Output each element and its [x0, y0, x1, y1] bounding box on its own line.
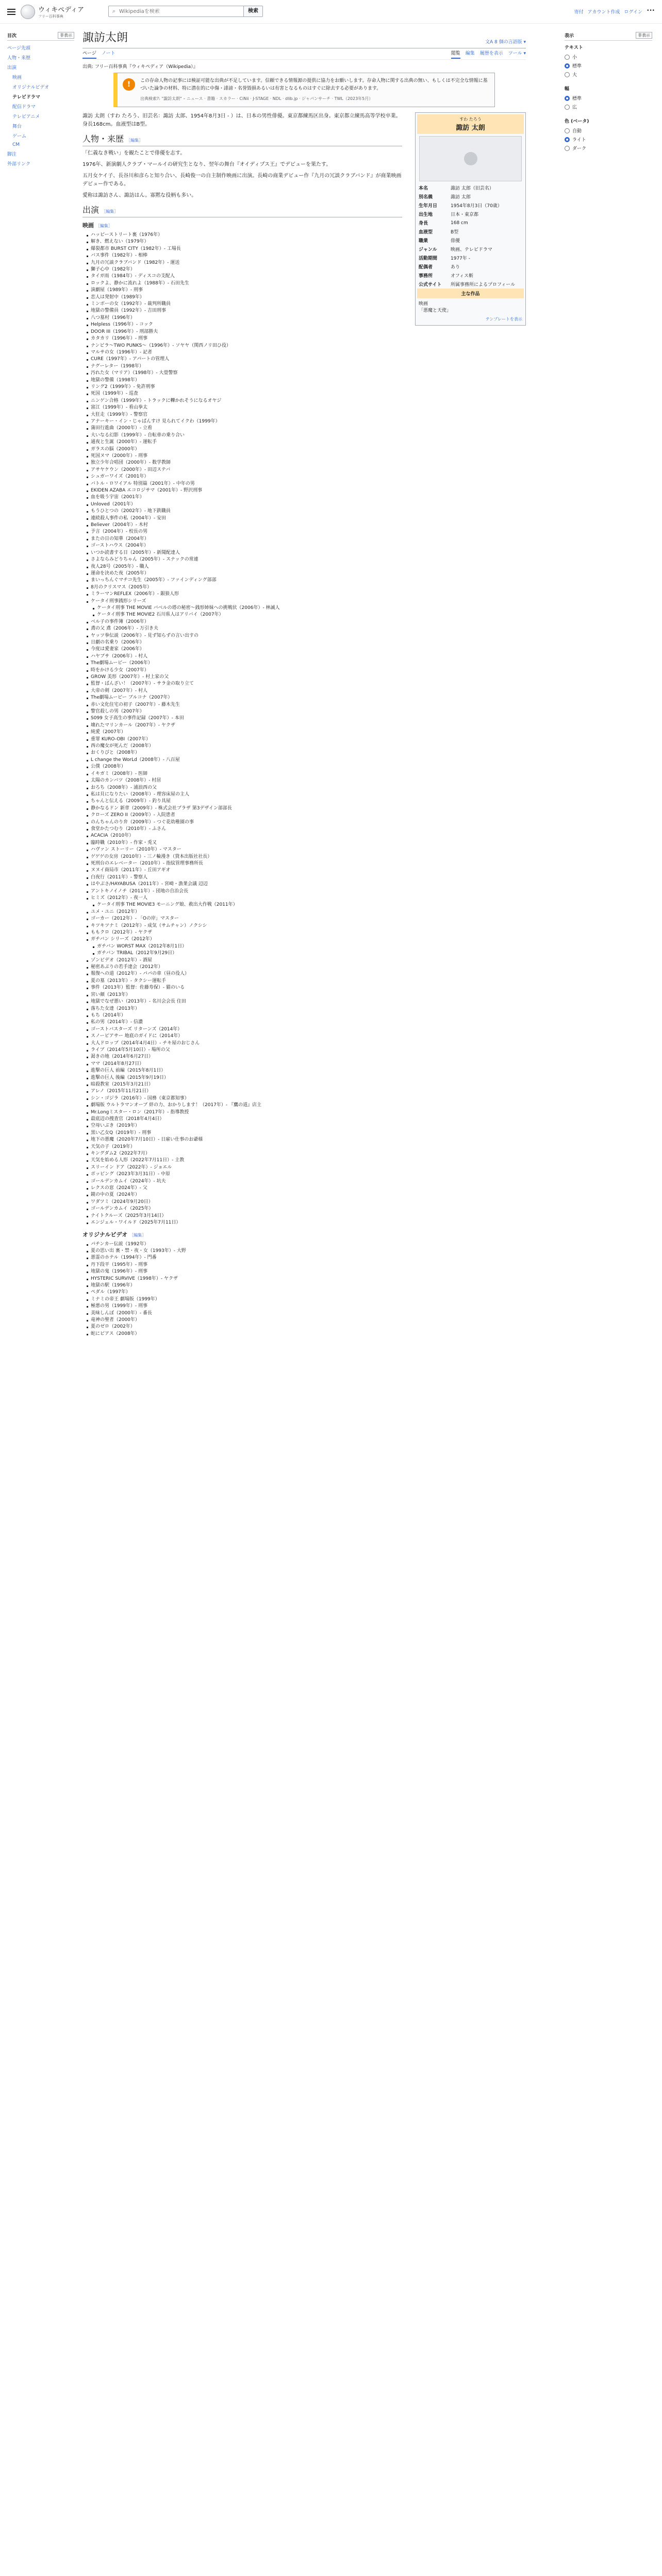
list-item[interactable]: ポッピング（2023年3月31日）- 中原	[86, 1171, 402, 1178]
list-item[interactable]: スリーイン ドア（2022年）- ジョエル	[86, 1164, 402, 1171]
toc-item[interactable]: テレビドラマ	[12, 95, 40, 100]
list-item[interactable]: 死刑台のエレベーター（2010年）- 指紋管理事務所長	[86, 860, 402, 867]
infobox-row	[417, 210, 524, 218]
toc-list	[7, 43, 74, 168]
list-item[interactable]: ベル子の事件簿（2006年）	[86, 619, 402, 625]
search-box	[108, 6, 263, 17]
list-item[interactable]: 地獄の警備（1998年）	[86, 377, 402, 384]
list-item[interactable]: ケータイ刑事銭形シリーズ	[86, 598, 402, 605]
list-item[interactable]: カタカリ（1996年）- 刑事	[86, 335, 402, 342]
list-item[interactable]: 事件（2013年）監督：佐藤寿保）- 猫のいる	[86, 985, 402, 991]
infobox-value: 諏訪 太郎	[451, 195, 471, 200]
list-item[interactable]: もうひとつの（2002年）- 地下鉄職員	[86, 508, 402, 515]
list-item[interactable]: キツキツナミ（2012年）- 成気（サムチャン）ノクシシ	[86, 923, 402, 929]
infobox-value: オフィス斬	[451, 274, 474, 279]
infobox-works: 映画 「悪魔と天使」	[419, 301, 452, 313]
page-tabs	[82, 48, 526, 60]
infobox-value: 俳優	[451, 239, 460, 244]
list-item[interactable]: リング2（1999年）- 免許刑事	[86, 384, 402, 391]
list-item[interactable]: 富江（1999年）- 看山拳太	[86, 404, 402, 411]
film-list	[86, 232, 402, 1227]
toc-item[interactable]: CM	[12, 142, 20, 147]
infobox-row	[417, 192, 524, 201]
infobox-key: 本名	[419, 186, 428, 191]
list-item[interactable]: ゴーカー（2012年）- 「Oの岸」マスター	[86, 916, 402, 922]
list-item[interactable]: 九月の冗談クラブバンド（1982年）- 運送	[86, 260, 402, 266]
subsection-film-heading: 映画 ［編集］	[82, 222, 112, 229]
list-item[interactable]: 静かなるドン 新章（2009年）- 株式会社プラザ 第3デザイン部部長	[86, 805, 402, 812]
list-item[interactable]: The劇場ムービー（2006年）	[86, 660, 402, 667]
toc-item[interactable]: 外部リンク	[7, 162, 30, 167]
site-logo[interactable]	[21, 4, 84, 19]
list-item[interactable]: 鏡の中の夏（2024年）	[86, 1192, 402, 1198]
list-item[interactable]: ケータイ刑事 THE MOVIE3 モーニング娘、救出大作戦（2011年）	[86, 902, 402, 908]
list-item[interactable]: 大帝の剣（2007年）- 村人	[86, 688, 402, 694]
toc-hide-button[interactable]: 非表示	[58, 32, 74, 39]
infobox-key: 出生地	[419, 212, 433, 217]
list-item[interactable]: レクスの窓（2024年）- 父	[86, 1185, 402, 1192]
login-link[interactable]: ログイン	[624, 10, 643, 15]
list-item[interactable]: 警官殺しの男（2007年）	[86, 708, 402, 715]
list-item[interactable]: S099 女子高生の事件記録（2007年）- 本田	[86, 715, 402, 722]
list-item[interactable]: 連続殺人事件の私（2004年）- 安田	[86, 515, 402, 522]
main-content	[82, 26, 526, 1337]
list-item[interactable]: おくりびと（2008年）	[86, 750, 402, 756]
toc-item[interactable]: 映画	[12, 75, 22, 80]
infobox-table	[417, 183, 524, 289]
page-title-row	[82, 26, 526, 48]
infobox	[415, 112, 526, 326]
video-list	[86, 1241, 402, 1338]
list-item[interactable]: 極悪の男（1999年）- 刑事	[86, 1303, 402, 1310]
list-item[interactable]: Unloved（2001年）	[86, 501, 402, 508]
list-item[interactable]: 大狂走（1999年）- 警察官	[86, 412, 402, 418]
width-group: 幅 標準 広	[565, 85, 652, 111]
list-item[interactable]: L change the WorLd（2008年）- 八百屋	[86, 757, 402, 764]
list-item[interactable]: ママ（2014年8月27日）	[86, 1061, 402, 1067]
list-item[interactable]: 渇きの地（2014年6月27日）	[86, 1054, 402, 1060]
list-item[interactable]: またの日の知華（2004年）	[86, 536, 402, 543]
list-item[interactable]: 丹下段平（1995年）- 刑事	[86, 1262, 402, 1268]
tab-page[interactable]: ページ	[82, 49, 96, 59]
infobox-row	[417, 236, 524, 245]
infobox-value: 所属事務所によるプロフィール	[451, 282, 516, 287]
list-item[interactable]: ゴールデンカムイ（2024年）- 坑夫	[86, 1178, 402, 1185]
color-dark[interactable]: ダーク	[565, 144, 652, 152]
infobox-value: 168 cm	[451, 220, 468, 226]
list-item[interactable]: 赤い文化住宅の初子（2007年）- 藤木先生	[86, 702, 402, 708]
infobox-header	[417, 114, 524, 134]
list-item[interactable]: 通夜と生誕（2000年）- 運転手	[86, 439, 402, 446]
text-size-large[interactable]: 大	[565, 70, 652, 79]
infobox-works-heading: 主な作品	[417, 289, 524, 298]
intro-paragraph: 諏訪 太朗（すわ たろう、旧芸名：諏訪 太郎、1954年8月3日 - ）は、日本の男性俳優。東京都練馬区出身。東京都立練馬高等学校卒業。身長168cm。血液型はB型。	[82, 113, 401, 127]
appearance-panel	[565, 32, 652, 159]
list-item[interactable]: エンジェル・ワイルド（2025年7月11日）	[86, 1219, 402, 1226]
list-item[interactable]: 純愛（2007年）	[86, 729, 402, 736]
list-item[interactable]: 夏の墓（2013年）- タクシー運転手	[86, 978, 402, 985]
list-item[interactable]: 監督・ばんざい！（2007年）- サラ金の取り立て	[86, 681, 402, 687]
list-item[interactable]: 蛇にピアス（2008年）	[86, 1331, 402, 1337]
list-item[interactable]: 進撃の巨人 前編（2015年8月1日）	[86, 1067, 402, 1074]
search-icon: ⌕	[112, 8, 116, 14]
toc-item[interactable]: 脚注	[7, 152, 17, 157]
list-item[interactable]: 臨時職（2010年）- 作家・兎又	[86, 840, 402, 846]
infobox-key: 配偶者	[419, 265, 433, 270]
list-item[interactable]: ライブ（2014年5月10日）- 場所の父	[86, 1047, 402, 1054]
list-item[interactable]: 地獄でなぜ悪い（2013年）- 名川会会長 住田	[86, 998, 402, 1005]
infobox-value: 映画、テレビドラマ	[451, 247, 492, 252]
color-group: 色 (ベータ) 自動 ライト ダーク	[565, 117, 652, 152]
subsection-video-heading: オリジナルビデオ ［編集］	[82, 1231, 146, 1238]
list-item[interactable]: EKIDEN AZABA エコロジサマ（2001年）- 野沢刑事	[86, 487, 402, 494]
list-item[interactable]: 悪霊のホテル（1994年）- 門番	[86, 1255, 402, 1261]
create-account-link[interactable]: アカウント作成	[587, 10, 620, 15]
list-item[interactable]: 地獄の警備員（1992年）- 吉田刑事	[86, 308, 402, 314]
list-item[interactable]: 日劇の名乗り（2006年）	[86, 639, 402, 646]
list-item[interactable]: 大いなる幻影（1999年）- 自転車の乗り合い	[86, 432, 402, 439]
list-item[interactable]: Mr.Longミスター・ロン（2017年）- 指導教授	[86, 1109, 402, 1116]
infobox-key: 別名義	[419, 195, 433, 200]
list-item[interactable]: ケータイ刑事 THE MOVIE バベルの塔の秘密〜銭形姉妹への挑戦状（2006年）- 林誠人	[86, 605, 402, 612]
toc-sidebar	[7, 32, 74, 168]
language-button[interactable]: 文A 8 個の言語版 ▾	[485, 40, 526, 45]
list-item[interactable]: ゴーストハウス（2004年）	[86, 543, 402, 549]
main-menu-icon[interactable]	[7, 7, 15, 14]
list-item[interactable]: ゲゲゲの女房（2010年）- 三ノ輪漫き（貸本出版社社長）	[86, 854, 402, 860]
list-item[interactable]: 劇場版 ウルトラマンオーブ 絆の力、おかりします！（2017年）- 『鷹の道』店主	[86, 1102, 402, 1109]
infobox-row	[417, 201, 524, 210]
list-item[interactable]: 秘密あぶりの若手達会（2012年）	[86, 964, 402, 971]
appearance-heading: 表示 非表示	[565, 32, 652, 41]
infobox-key: 事務所	[419, 274, 433, 279]
source-line: 出典: フリー百科事典『ウィキペディア（Wikipedia）』	[82, 64, 198, 70]
list-item[interactable]: パチンカー伝説（1992年）	[86, 1241, 402, 1248]
list-item[interactable]: 西の魔女が死んだ（2008年）	[86, 743, 402, 750]
list-item[interactable]: アレノ（2015年11月21日）	[86, 1088, 402, 1095]
list-item[interactable]: 地獄の鬼（1996年）- 刑事	[86, 1268, 402, 1275]
list-item[interactable]: HYSTERIC SURVIVE（1998年）- ヤクザ	[86, 1276, 402, 1282]
list-item[interactable]: CURE（1997年）- アパートの管理人	[86, 356, 402, 363]
list-item[interactable]: ももクロ（2012年）- ヤクザ	[86, 929, 402, 936]
list-item[interactable]: 時をかける少女（2007年）	[86, 667, 402, 674]
list-item[interactable]: ゴーストバスターズ リターンズ（2014年）	[86, 1026, 402, 1033]
list-item[interactable]: 太陽のカンバツ（2008年）- 村居	[86, 777, 402, 784]
toc-heading: 目次 非表示	[7, 32, 74, 41]
list-item[interactable]: 死国ヌマ（2000年）- 刑事	[86, 453, 402, 460]
list-item[interactable]: ゾンビデオ（2012年）- 酒屋	[86, 957, 402, 964]
list-item[interactable]: 最底辺の捜査官（2018年4月4日）	[86, 1116, 402, 1123]
list-item[interactable]: ワダツミ（2024年9月20日）	[86, 1199, 402, 1206]
list-item[interactable]: 黒い乙女Q（2019年）- 刑事	[86, 1130, 402, 1137]
infobox-key: 生年月日	[419, 204, 438, 209]
list-item[interactable]: ガラスの脳（2000年）	[86, 446, 402, 453]
color-light[interactable]: ライト	[565, 135, 652, 144]
search-button[interactable]: 検索	[243, 6, 262, 16]
site-tagline: フリー百科事典	[38, 14, 63, 19]
list-item[interactable]: 竜神の聖者（2000年）	[86, 1317, 402, 1324]
list-item[interactable]: 大人ドロップ（2014年4月4日）- チキ屋のおじさん	[86, 1040, 402, 1047]
toc-item[interactable]: 人物・来歴	[7, 56, 31, 61]
infobox-key: 公式サイト	[419, 282, 442, 287]
list-item[interactable]: 八つ墓村（1996年）	[86, 315, 402, 321]
list-item[interactable]: ケータイ刑事 THE MOVIE2 石川県人はアリバイ（2007年）	[86, 612, 402, 618]
bio-paragraph: 1976年、新演劇人クラブ・マールイの研究生となり、翌年の舞台『オイディプス王』でデビューを果たす。	[82, 162, 332, 167]
list-item[interactable]: ハヤブサ（2006年）- 村人	[86, 653, 402, 660]
list-item[interactable]: 白夜行（2011年）- 警察人	[86, 874, 402, 881]
width-wide[interactable]: 広	[565, 103, 652, 111]
list-item[interactable]: 進撃の巨人 後編（2015年9月19日）	[86, 1075, 402, 1081]
wikipedia-globe-icon	[21, 5, 35, 19]
list-item[interactable]: ガチバン TRIBAL（2012年9月29日）	[86, 950, 402, 957]
width-standard[interactable]: 標準	[565, 94, 652, 103]
list-item[interactable]: 地獄の駅（1996年）	[86, 1282, 402, 1289]
infobox-row	[417, 262, 524, 271]
list-item[interactable]: ミンボーの女（1992年）- 裁判所職員	[86, 301, 402, 308]
list-item[interactable]: 落ちた女達（2013年）	[86, 1006, 402, 1012]
list-item[interactable]: バス事件（1982年）- 相棒	[86, 252, 402, 259]
search-input[interactable]	[119, 9, 243, 14]
show-template-link[interactable]: テンプレートを表示	[485, 317, 522, 321]
list-item[interactable]: タイガ雨（1984年）- ディスコの支配人	[86, 273, 402, 280]
list-item[interactable]: 私の男（2014年）- 信濃	[86, 1019, 402, 1026]
list-item[interactable]: 獅子心中（1982年）	[86, 266, 402, 273]
section-works-heading: 出演 ［編集］	[82, 206, 402, 217]
list-item[interactable]: Helpless（1996年）- コック	[86, 321, 402, 328]
list-item[interactable]: ガチバン シリーズ（2012年）	[86, 936, 402, 943]
list-item[interactable]: マルサの女（1996年）- 記者	[86, 349, 402, 356]
list-item[interactable]: ACACIA（2010年）	[86, 833, 402, 839]
list-item[interactable]: 天気を始める人形（2022年7月11日）- 主教	[86, 1157, 402, 1164]
toc-item[interactable]: オリジナルビデオ	[12, 85, 49, 90]
edit-link[interactable]: ［編集］	[129, 1232, 146, 1238]
infobox-key: 血液型	[419, 230, 433, 235]
toc-item[interactable]: 配信ドラマ	[12, 105, 36, 110]
list-item[interactable]: のんちゃんのり弁（2009年）- つぐ花幼稚園の事	[86, 819, 402, 826]
section-bio-heading: 人物・来歴 ［編集］	[82, 135, 402, 146]
list-item[interactable]: ガチバン WORST MAX（2012年8月1日）	[86, 943, 402, 950]
list-item[interactable]: ヌヌイ商局市（2011年）- 丘田アギオ	[86, 867, 402, 874]
list-item[interactable]: 重罪 KURO-OBI（2007年）	[86, 736, 402, 743]
infobox-name: 諏訪 太朗	[456, 124, 485, 132]
list-item[interactable]: まいっちんぐマチコ先生（2005年）- ファインディング部部	[86, 577, 402, 584]
toc-item[interactable]: ゲーム	[12, 134, 27, 139]
list-item[interactable]: クローズ ZERO II（2009年）- 入院患者	[86, 812, 402, 819]
list-item[interactable]: ナイトクルーズ（2025年3月14日）	[86, 1213, 402, 1219]
edit-link[interactable]: ［編集］	[126, 138, 143, 143]
list-item[interactable]: ユメ・ユニ（2012年）	[86, 909, 402, 916]
infobox-row	[417, 245, 524, 253]
toc-item[interactable]: 舞台	[12, 124, 22, 129]
list-item[interactable]: さよならみどりちゃん（2005年）- スナックの常連	[86, 556, 402, 563]
list-item[interactable]: 空母いぶき（2019年）	[86, 1123, 402, 1129]
list-item[interactable]: 鳶の父 鳶（2006年）- 万引き夫	[86, 625, 402, 632]
donate-link[interactable]: 寄付	[574, 10, 584, 15]
infobox-key: 職業	[419, 239, 428, 244]
list-item[interactable]: 公僕（2008年）	[86, 764, 402, 770]
infobox-value: あり	[451, 265, 460, 270]
list-item[interactable]: アサヤケウン（2000年）- 田辺ステバ	[86, 467, 402, 473]
top-bar	[0, 0, 662, 24]
list-item[interactable]: 恋人は発射中（1989年）	[86, 294, 402, 301]
infobox-row	[417, 253, 524, 262]
warning-icon: !	[123, 78, 135, 91]
list-item[interactable]: ハッピーストリート裏（1976年）	[86, 232, 402, 239]
list-item[interactable]: 夜人28号（2005年）- 職人	[86, 564, 402, 570]
list-item[interactable]: いつか読書する日（2005年）- 新聞配達人	[86, 550, 402, 556]
list-item[interactable]: ミナミの帝王 劇場版（1999年）	[86, 1296, 402, 1303]
list-item[interactable]: 天気の子（2019年）	[86, 1144, 402, 1150]
list-item[interactable]: 壊れたマリンカール（2007年）- ヤクザ	[86, 722, 402, 729]
list-item[interactable]: もち（2014年）	[86, 1012, 402, 1019]
list-item[interactable]: 私は貝になりたい（2008年）- 理容床屋の主人	[86, 791, 402, 798]
user-tools	[574, 8, 655, 15]
site-name: ウィキペディア	[38, 6, 85, 14]
article-body	[82, 112, 526, 1337]
toc-item[interactable]: ページ先頭	[7, 46, 30, 51]
infobox-key: ジャンル	[419, 247, 437, 252]
list-item[interactable]: 今度は愛妻家（2006年）	[86, 646, 402, 653]
list-item[interactable]: ちゃんと伝える（2009年）- 釣り具屋	[86, 798, 402, 805]
tab-talk[interactable]: ノート	[101, 50, 115, 56]
infobox-key: 身長	[419, 221, 428, 226]
list-item[interactable]: 宮い顔（2013年）	[86, 992, 402, 998]
list-item[interactable]: ミラーマンREFLEX（2006年）- 銀狼人形	[86, 591, 402, 598]
list-item[interactable]: Believer（2004年）- 木村	[86, 522, 402, 529]
list-item[interactable]: ロックよ、静かに流れよ（1988年）- 石田先生	[86, 280, 402, 287]
list-item[interactable]: 夏のゼロ（2002年）	[86, 1324, 402, 1330]
text-size-standard[interactable]: 標準	[565, 61, 652, 70]
list-item[interactable]: ゴールデンカムイ（2025年）	[86, 1206, 402, 1212]
more-icon[interactable]: •••	[647, 8, 655, 13]
infobox-row	[417, 280, 524, 289]
list-item[interactable]: 血を吸う宇宙（2001年）	[86, 494, 402, 501]
list-item[interactable]: 予言（2004年）- 校長の男	[86, 529, 402, 535]
list-item[interactable]: ヤッツ拳伝説（2006年）- 見ず知らずの言い出すの	[86, 633, 402, 639]
notice-search-links[interactable]: 出典検索?: "諏訪太朗" – ニュース · 書籍 · スカラー · CiNii · J-STAGE · NDL · dlib.jp · ジャパンサーチ · TWL（2023年5月）	[140, 96, 373, 101]
list-item[interactable]: 暗殺教室（2015年3月21日）	[86, 1081, 402, 1088]
infobox-row	[417, 227, 524, 236]
list-item[interactable]: アントキノイノチ（2011年）- 団地の自治会長	[86, 888, 402, 895]
page-title: 諏訪太朗	[82, 31, 128, 44]
list-item[interactable]: GROW 美形（2007年）- 村上家の父	[86, 674, 402, 681]
bio-paragraph: 「仁義なき戦い」を観たことで俳優を志す。	[82, 150, 186, 156]
list-item[interactable]: 報復への道（2012年）- パパの車（昼の役人）	[86, 971, 402, 977]
list-item[interactable]: 死国（1999年）- 巡査	[86, 391, 402, 397]
infobox-kana: すわ たろう	[459, 117, 482, 122]
list-item[interactable]: 演劇屋（1989年）- 刑事	[86, 287, 402, 294]
infobox-value: 日本・東京都	[451, 212, 479, 217]
list-item[interactable]: 地下の悪魔（2020年7月10日）- 日雇い仕事のお爺様	[86, 1137, 402, 1143]
list-item[interactable]: ヒミズ（2012年）- 夜一人	[86, 895, 402, 902]
infobox-row	[417, 271, 524, 280]
list-item[interactable]: 夏の思い出 裏・禁・夜・女（1993年）- 大野	[86, 1248, 402, 1255]
list-item[interactable]: イキガミ（2008年）- 医師	[86, 771, 402, 777]
list-item[interactable]: キングダム2（2022年7月）	[86, 1150, 402, 1157]
bio-paragraph: 五月女ケイ子、長谷川和彦らと知り合い、長崎俊一の自主制作映画に出演。長崎の商業デビュー作『九月の冗談クラブバンド』が商業映画デビュー作である。	[82, 173, 402, 187]
list-item[interactable]: シュガーワイズ（2001年）	[86, 473, 402, 480]
appearance-hide-button[interactable]: 非表示	[636, 32, 652, 39]
list-item[interactable]: はやぶさ/HAYABUSA（2011年）- 宮崎・漁業会議 辺辺	[86, 881, 402, 888]
infobox-row	[417, 218, 524, 227]
tab-read[interactable]: 閲覧	[451, 49, 460, 59]
list-item[interactable]: 独立少年合唱団（2000年）- 数学教師	[86, 460, 402, 466]
text-size-small[interactable]: 小	[565, 53, 652, 61]
list-item[interactable]: 汚れた女（マリア）（1998年）- 大畳警察	[86, 370, 402, 377]
list-item[interactable]: 爆裂都市 BURST CITY（1982年）- 工場長	[86, 246, 402, 252]
list-item[interactable]: 8月のクリスマス（2005年）	[86, 584, 402, 591]
infobox-key: 活動期間	[419, 256, 438, 261]
color-auto[interactable]: 自動	[565, 126, 652, 135]
list-item[interactable]: DOOR III（1996年）- 刑部勝夫	[86, 329, 402, 335]
notice-text: この存命人物の記事には検証可能な出典が不足しています。信頼できる情報源の提供に協力をお願いします。存命人物に関する出典の無い、もしくは不完全な情報に基づいた論争の材料、特に潜在的に中傷・誹謗・名誉毀損あるいは有害となるものはすぐに除去する必要があります。	[140, 78, 488, 91]
list-item[interactable]: 運命を決めた夜（2005年）	[86, 570, 402, 577]
tab-edit[interactable]: 編集	[465, 50, 475, 56]
citation-notice	[113, 73, 495, 107]
tab-tools[interactable]: ツール ▾	[508, 50, 526, 56]
infobox-value: 諏訪 太郎（旧芸名）	[451, 186, 494, 191]
list-item[interactable]: 美味しんぼ（2000年）- 番長	[86, 1310, 402, 1317]
list-item[interactable]: おろち（2008年）- 浦浪西の父	[86, 785, 402, 791]
list-item[interactable]: スノーピアサー 地底のガイドに（2014年）	[86, 1033, 402, 1040]
list-item[interactable]: バトル・ロワイアル 特別篇（2001年）- 中年の男	[86, 481, 402, 487]
list-item[interactable]: アナーキー・イン・じゃぱんすけ 見られてイクわ（1999年）	[86, 418, 402, 425]
list-item[interactable]: ニンゲン合格（1999年）- トラックに轢かれそうになるオヤジ	[86, 398, 402, 404]
list-item[interactable]: ナンピラ〜TWO PUNKS〜（1996年）- ソヤヤ（関西ノリ田ひ役）	[86, 343, 402, 349]
edit-link[interactable]: ［編集］	[102, 209, 119, 214]
edit-link[interactable]: ［編集］	[95, 224, 112, 228]
list-item[interactable]: ナグーレター（1998年）	[86, 363, 402, 370]
list-item[interactable]: 解き、燃えない（1979年）	[86, 239, 402, 245]
infobox-value: 1977年 -	[451, 256, 471, 261]
list-item[interactable]: ペダル（1997年）	[86, 1289, 402, 1296]
tab-history[interactable]: 履歴を表示	[479, 50, 503, 56]
list-item[interactable]: The劇場ムービー ブルコナ（2007年）	[86, 694, 402, 701]
toc-item[interactable]: テレビアニメ	[12, 114, 40, 120]
list-item[interactable]: 蒲田行進曲（2000年）- 立看	[86, 425, 402, 432]
infobox-value: B型	[451, 230, 459, 235]
infobox-row	[417, 183, 524, 192]
list-item[interactable]: 食堂かたつむり（2010年）- ふさん	[86, 826, 402, 833]
bio-paragraph: 愛称は諏訪さん、諏訪はん。寡黙な役柄も多い。	[82, 193, 197, 198]
article-text	[82, 112, 402, 1337]
list-item[interactable]: シン・ゴジラ（2016年）- 国務（東京都知事）	[86, 1095, 402, 1102]
infobox-value: 1954年8月3日（70歳）	[451, 204, 502, 209]
toc-item[interactable]: 出演	[7, 65, 17, 71]
portrait-placeholder	[419, 136, 522, 181]
text-size-group: テキスト 小 標準 大	[565, 44, 652, 79]
list-item[interactable]: ハヴァン ストーリー（2010年）- マスター	[86, 846, 402, 853]
